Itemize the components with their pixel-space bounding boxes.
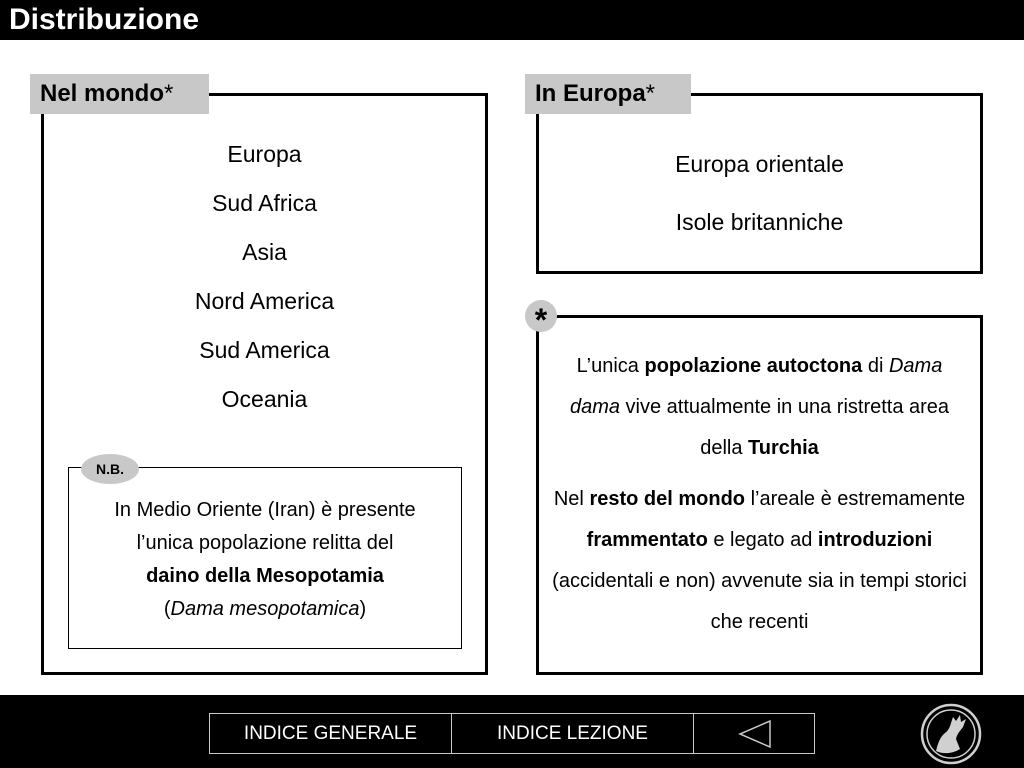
list-item: Europa orientale bbox=[675, 151, 844, 177]
lesson-index-button[interactable]: INDICE LEZIONE bbox=[451, 713, 694, 754]
back-button[interactable] bbox=[693, 713, 815, 754]
paren-open: ( bbox=[163, 598, 171, 620]
europe-region-list bbox=[539, 146, 980, 262]
text-run: L’unica bbox=[576, 355, 645, 377]
text-run: vive attualmente in una ristretta area della bbox=[619, 396, 950, 459]
nb-note-box bbox=[68, 461, 462, 649]
nb-line bbox=[69, 593, 461, 626]
list-item: Europa bbox=[227, 141, 302, 167]
title-bar bbox=[0, 0, 1024, 40]
bold-term: Turchia bbox=[748, 437, 819, 459]
world-tab-label bbox=[30, 74, 209, 114]
europe-distribution-panel bbox=[536, 93, 983, 274]
page-title: Distribuzione bbox=[9, 3, 200, 36]
back-triangle-icon bbox=[738, 719, 772, 749]
europe-tab-text: In Europa bbox=[535, 80, 646, 107]
nb-line: l’unica popolazione relitta del bbox=[136, 532, 394, 554]
asterisk-mark: * bbox=[645, 80, 656, 107]
footnote-paragraph-2 bbox=[549, 479, 970, 643]
list-item: Sud America bbox=[199, 337, 330, 363]
list-item: Nord America bbox=[194, 288, 335, 314]
footer-nav-bar bbox=[0, 695, 1024, 768]
nb-line: In Medio Oriente (Iran) è presente bbox=[114, 499, 416, 521]
list-item: Isole britanniche bbox=[675, 209, 844, 235]
world-tab-text: Nel mondo bbox=[40, 80, 164, 107]
nb-badge: N.B. bbox=[81, 454, 139, 484]
list-item: Sud Africa bbox=[212, 190, 317, 216]
bold-term: frammentato bbox=[586, 529, 708, 551]
paren-close: ) bbox=[359, 598, 367, 620]
world-region-list bbox=[44, 136, 485, 430]
deer-logo-icon bbox=[920, 703, 982, 765]
europe-tab-label bbox=[525, 74, 691, 114]
bold-term: popolazione autoctona bbox=[644, 355, 863, 377]
list-item: Asia bbox=[242, 239, 287, 265]
asterisk-mark: * bbox=[164, 80, 174, 107]
footnote-asterisk-badge: * bbox=[525, 300, 557, 332]
bold-term: introduzioni bbox=[817, 529, 933, 551]
text-run: di bbox=[862, 355, 889, 377]
general-index-button[interactable]: INDICE GENERALE bbox=[209, 713, 452, 754]
footnote-paragraph-1 bbox=[549, 346, 970, 469]
list-item: Oceania bbox=[221, 386, 308, 412]
footnote-panel bbox=[536, 315, 983, 675]
nb-bold-term: daino della Mesopotamia bbox=[146, 565, 384, 587]
nb-species-name: Dama mesopotamica bbox=[170, 598, 360, 620]
text-run: l’areale è estremamente bbox=[745, 488, 966, 510]
world-distribution-panel bbox=[41, 93, 488, 675]
text-run: (accidentali e non) avvenute sia in tempi storici che recenti bbox=[552, 570, 967, 633]
text-run: e legato ad bbox=[707, 529, 818, 551]
bold-term: resto del mondo bbox=[589, 488, 746, 510]
species-name: Dama dama bbox=[569, 355, 943, 418]
nb-note-text bbox=[69, 494, 461, 626]
text-run: Nel bbox=[553, 488, 590, 510]
